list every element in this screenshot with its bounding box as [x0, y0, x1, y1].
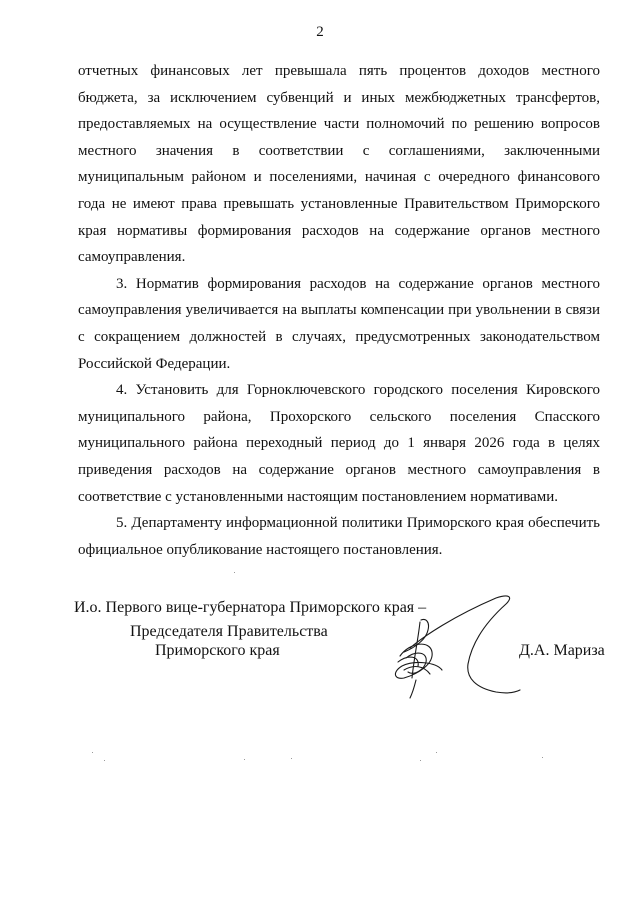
scan-speck	[92, 752, 93, 753]
signatory-title-line-1: И.о. Первого вице-губернатора Приморского края –	[74, 599, 427, 616]
scan-speck	[542, 757, 543, 758]
scan-speck	[244, 759, 245, 760]
scan-speck	[104, 760, 105, 761]
signatory-name: Д.А. Мариза	[519, 642, 605, 659]
paragraph-item-3: 3. Норматив формирования расходов на содержание органов местного самоуправления увеличивается на выплаты компенсации при увольнении в связи с сокращением должностей в случаях, предусмотренных законодательством Российской Федерации.	[78, 275, 600, 372]
scan-speck	[234, 572, 235, 573]
signatory-title-line-2: Председателя Правительства	[130, 623, 328, 640]
page-number: 2	[316, 24, 324, 40]
scan-speck	[420, 760, 421, 761]
signatory-title-line-3: Приморского края	[155, 642, 280, 659]
scan-speck	[291, 758, 292, 759]
scan-speck	[436, 752, 437, 753]
paragraph-item-4: 4. Установить для Горноключевского городского поселения Кировского муниципального района, Прохорского сельского поселения Спасского муниципального района переходный период до 1 января 2026 года в целях приведения расходов на содержание органов местного самоуправления в соответствие с установленными настоящим постановлением нормативами.	[78, 382, 600, 505]
paragraph-item-5: 5. Департаменту информационной политики Приморского края обеспечить официальное опубликование настоящего постановления.	[78, 515, 600, 558]
document-body	[78, 58, 600, 563]
handwritten-signature	[384, 592, 534, 702]
paragraph-continuation: отчетных финансовых лет превышала пять процентов доходов местного бюджета, за исключением субвенций и иных межбюджетных трансфертов, предоставляемых на осуществление части полномочий по решению вопросов местного значения в соответствии с соглашениями, заключенными муниципальным районом и поселениями, начиная с очередного финансового года не имеют права превышать установленные Правительством Приморского края нормативы формирования расходов на содержание органов местного самоуправления.	[78, 63, 600, 266]
